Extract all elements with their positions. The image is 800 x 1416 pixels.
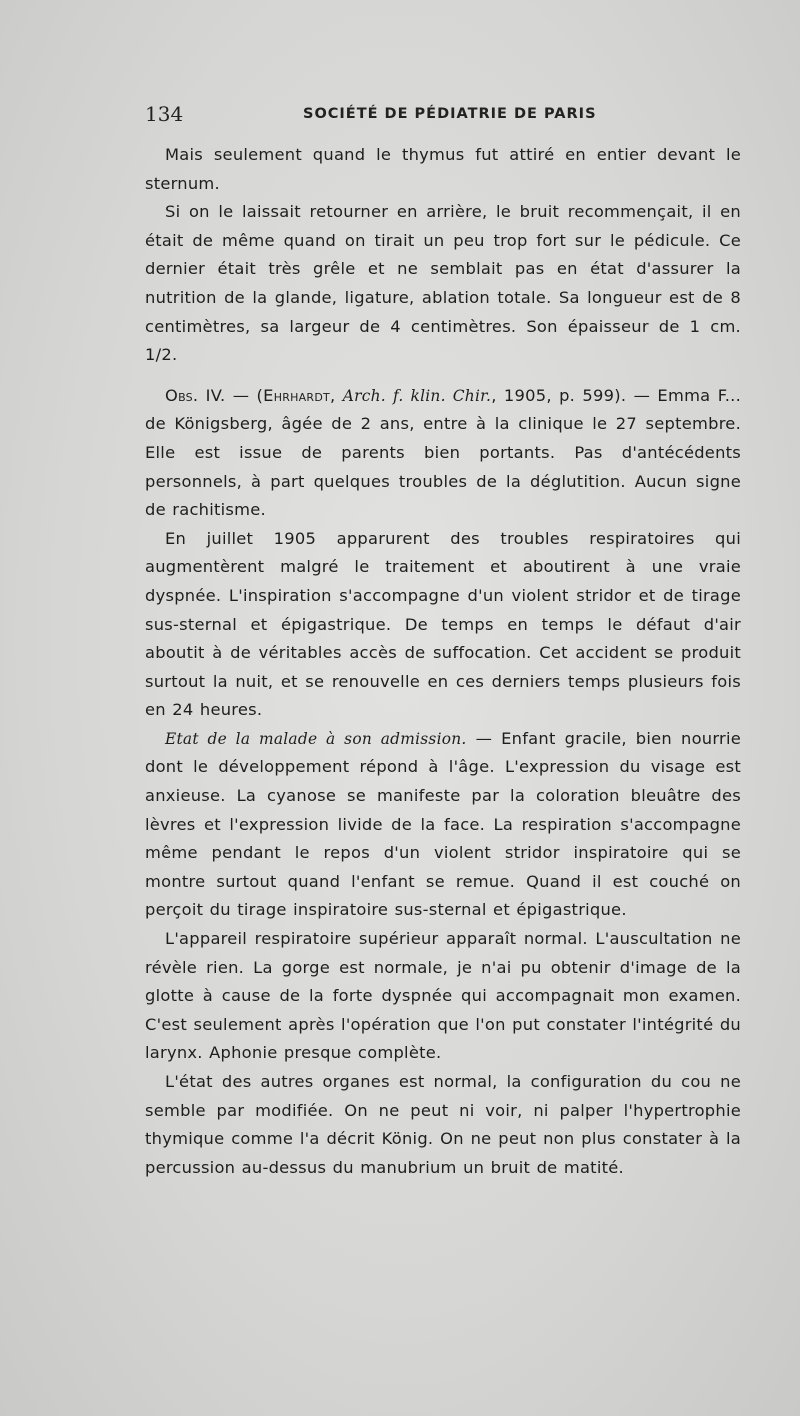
etat-text: — Enfant gracile, bien nourrie dont le développement répond à l'âge. L'expression du visage est anxieuse. La cyanose se manifeste par la coloration bleuâtre des lèvres et l'expression livide de la face. La respiration s'accompagne même pendant le repos d'un violent stridor inspiratoire qui se montre surtout quand l'enfant se remue. Quand il est couché on perçoit du tirage inspiratoire sus-sternal et épigastrique. xyxy=(145,728,741,920)
page-header xyxy=(145,100,745,130)
obs-author: Ehrhardt xyxy=(263,385,331,405)
paragraph-etat xyxy=(145,725,741,925)
running-title: SOCIÉTÉ DE PÉDIATRIE DE PARIS xyxy=(303,106,597,122)
paragraph-juillet: En juillet 1905 apparurent des troubles respiratoires qui augmentèrent malgré le traitement et aboutirent à une vraie dyspnée. L'inspiration s'accompagne d'un violent stridor et de tirage sus-sternal et épigastrique. De temps en temps le défaut d'air aboutit à de véritables accès de suffocation. Cet accident se produit surtout la nuit, et se renouvelle en ces derniers temps plusieurs fois en 24 heures. xyxy=(145,528,741,720)
obs-label: Obs. IV. xyxy=(165,385,226,405)
page-number: 134 xyxy=(145,102,184,126)
paragraph-appareil: L'appareil respiratoire supérieur apparaît normal. L'auscultation ne révèle rien. La gorge est normale, je n'ai pu obtenir d'image de la glotte à cause de la forte dyspnée qui accompagnait mon examen. C'est seulement après l'opération que l'on put constater l'intégrité du larynx. Aphonie presque complète. xyxy=(145,929,741,1063)
etat-heading: Etat de la malade à son admission. xyxy=(165,729,467,748)
obs-journal: Arch. f. klin. Chir. xyxy=(342,386,492,405)
obs-dash: — ( xyxy=(225,385,264,405)
paragraph-organes: L'état des autres organes est normal, la configuration du cou ne semble par modifiée. On ne peut ni voir, ni palper l'hypertrophie thymique comme l'a décrit König. On ne peut non plus constater à la percussion au-dessus du manubrium un bruit de matité. xyxy=(145,1072,741,1177)
paragraph-observation xyxy=(145,382,741,525)
obs-sep: , xyxy=(330,385,343,405)
paragraph-sternum: Mais seulement quand le thymus fut attiré en entier devant le sternum. xyxy=(145,145,741,193)
paragraph-pedicule: Si on le laissait retourner en arrière, le bruit recommençait, il en était de même quand on tirait un peu trop fort sur le pédicule. Ce dernier était très grêle et ne semblait pas en état d'assurer la nutrition de la glande, ligature, ablation totale. Sa longueur est de 8 centimètres, sa largeur de 4 centimètres. Son épaisseur de 1 cm. 1/2. xyxy=(145,202,741,365)
body-text xyxy=(145,141,741,1182)
obs-details: , 1905, p. 599). — Emma F... de Königsberg, âgée de 2 ans, entre à la clinique le 27 septembre. Elle est issue de parents bien portants. Pas d'antécédents personnels, à part quelques troubles de la déglutition. Aucun signe de rachitisme. xyxy=(145,385,741,520)
